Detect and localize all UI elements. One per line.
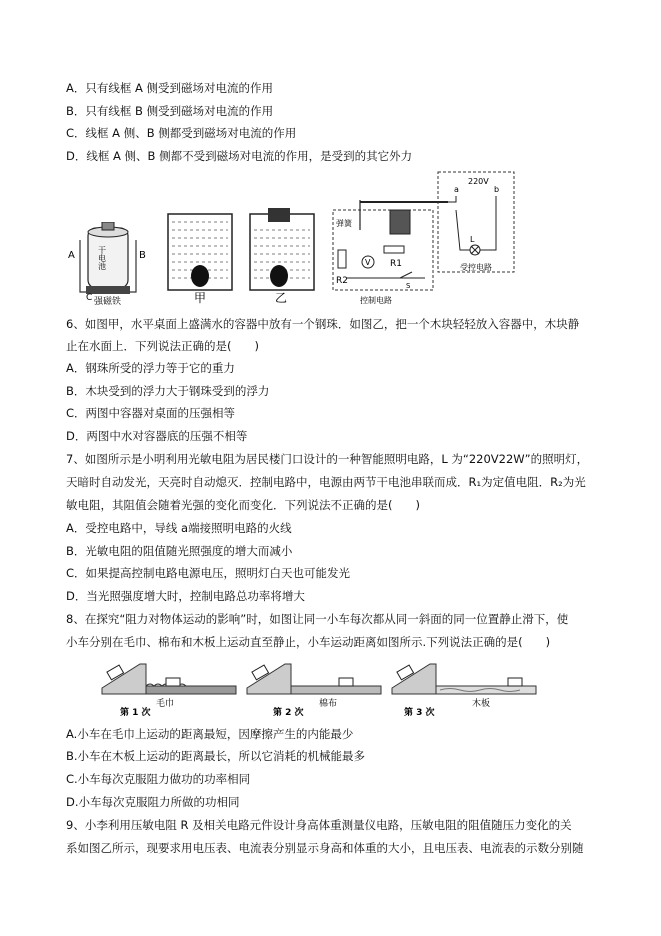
q6-stem-line2: 止在水面上．下列说法正确的是( ) (66, 339, 259, 353)
steel-ball (270, 265, 288, 287)
electromagnet-caption: 强磁铁 (94, 297, 122, 306)
r1-label: R1 (390, 259, 402, 269)
containers-figure (166, 208, 326, 306)
container-yi (250, 208, 314, 290)
q5-option-d: D．线框 A 侧、B 侧都不受到磁场对电流的作用，是受到的其它外力 (66, 149, 413, 163)
surface-label-1: 毛巾 (156, 699, 175, 709)
q7-stem-line1: 7、如图所示是小明利用光敏电阻为居民楼门口设计的一种智能照明电路，L 为“220V22W”的照明灯， (66, 452, 589, 466)
trial-label-1: 第 1 次 (120, 708, 151, 716)
q8-option-b: B.小车在木板上运动的距离最长，所以它消耗的机械能最多 (66, 749, 366, 763)
container-jia (168, 214, 232, 290)
controlled-circuit-caption: 受控电路 (460, 263, 492, 272)
switch-label: S (406, 282, 411, 290)
label-yi: 乙 (275, 291, 288, 305)
cart-icon (166, 678, 180, 686)
relay-coil (390, 210, 410, 234)
terminal-a: a (454, 185, 459, 194)
terminal-b: b (494, 185, 500, 194)
q8-option-d: D.小车每次克服阻力所做的功相同 (66, 795, 240, 809)
surface-label-3: 木板 (472, 699, 491, 709)
q6-stem-line1: 6、如图甲，水平桌面上盛满水的容器中放有一个钢珠．如图乙，把一个木块轻轻放入容器中，木块静 (66, 317, 580, 331)
q5-option-a: A．只有线框 A 侧受到磁场对电流的作用 (66, 81, 274, 95)
wood-block (268, 208, 290, 222)
voltmeter-label: V (365, 258, 371, 267)
q7-option-d: D．当光照强度增大时，控制电路总功率将增大 (66, 589, 305, 603)
voltage-label: 220V (468, 177, 489, 186)
label-c: C (86, 293, 93, 303)
trial-3-panel (392, 664, 536, 716)
q6-option-d: D．两图中水对容器底的压强不相等 (66, 429, 248, 443)
control-circuit-caption: 控制电路 (360, 296, 392, 305)
q8-stem-line1: 8、在探究“阻力对物体运动的影响”时，如图让同一小车每次都从同一斜面的同一位置静止滑下，使 (66, 612, 569, 626)
resistor-r1 (384, 246, 404, 253)
q8-stem-line2: 小车分别在毛巾、棉布和木板上运动直至静止，小车运动距离如图所示.下列说法正确的是( ) (66, 635, 551, 649)
electromagnet-figure (66, 222, 156, 306)
r2-label: R2 (336, 276, 348, 286)
lamp-label: L (470, 235, 475, 244)
label-b: B (139, 250, 146, 261)
battery-label: 干电池 (97, 246, 107, 270)
label-a: A (68, 250, 75, 261)
trial-2-panel (247, 664, 381, 716)
trial-1-panel (102, 664, 236, 716)
resistor-r2 (338, 250, 346, 268)
q5-option-c: C．线框 A 侧、B 侧都受到磁场对电流的作用 (66, 126, 297, 140)
q6-option-a: A．钢珠所受的浮力等于它的重力 (66, 361, 235, 375)
surface-label-2: 棉布 (319, 699, 338, 709)
trial-label-2: 第 2 次 (273, 708, 304, 716)
relay-circuit-figure (330, 170, 520, 310)
q7-option-c: C．如果提高控制电路电源电压，照明灯白天也可能发光 (66, 566, 351, 580)
ramp-trials-figure (100, 654, 540, 716)
trial-label-3: 第 3 次 (404, 708, 435, 716)
q9-stem-line2: 系如图乙所示，现要求用电压表、电流表分别显示身高和体重的大小，且电压表、电流表的示数分别随 (66, 841, 584, 855)
q7-stem-line3: 敏电阻，其阻值会随着光强的变化而变化．下列说法不正确的是( ) (66, 498, 420, 512)
q7-stem-line2: 天暗时自动发光，天亮时自动熄灭．控制电路中，电源由两节干电池串联而成．R₁为定值电阻．R₂为光 (66, 475, 586, 489)
q9-stem-line1: 9、小李利用压敏电阻 R 及相关电路元件设计身高体重测量仪电路，压敏电阻的阻值随压力变化的关 (66, 818, 572, 832)
q6-option-c: C．两图中容器对桌面的压强相等 (66, 406, 236, 420)
q5-option-b: B．只有线框 B 侧受到磁场对电流的作用 (66, 104, 274, 118)
q8-option-c: C.小车每次克服阻力做功的功率相同 (66, 772, 251, 786)
q7-option-b: B．光敏电阻的阻值随光照强度的增大而减小 (66, 544, 293, 558)
cart-icon (339, 678, 353, 686)
cart-icon (508, 678, 522, 686)
steel-ball (191, 265, 209, 287)
q7-option-a: A．受控电路中，导线 a端接照明电路的火线 (66, 521, 292, 535)
spring-label: 弹簧 (336, 219, 352, 228)
label-jia: 甲 (194, 291, 207, 305)
q8-option-a: A.小车在毛巾上运动的距离最短，因摩擦产生的内能最少 (66, 727, 354, 741)
q6-option-b: B．木块受到的浮力大于钢珠受到的浮力 (66, 384, 270, 398)
